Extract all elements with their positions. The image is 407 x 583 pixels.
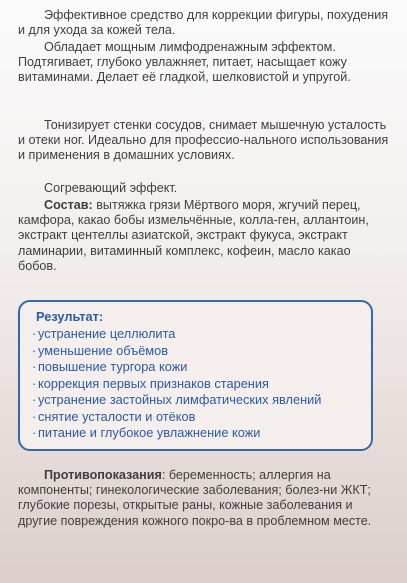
vessels-text: Тонизирует стенки сосудов, снимает мышечную усталость и отеки ног. Идеально для профессио-нального использования и применения в домашних условиях. <box>18 118 389 163</box>
result-item: · повышение тургора кожи <box>32 359 188 374</box>
result-title: Результат: <box>36 309 104 324</box>
intro-text: Эффективное средство для коррекции фигуры, похудения и для ухода за кожей тела. <box>18 8 389 38</box>
composition-paragraph <box>18 198 390 274</box>
warming-effect-paragraph <box>18 181 390 196</box>
contraindications-text: : беременность; аллергия на компоненты; гинекологические заболевания; болез-ни ЖКТ; глубокие порезы, открытые раны, кожные заболевания и другие повреждения кожного покро-ва в проблемном месте. <box>18 468 372 528</box>
lymph-drainage-paragraph <box>18 40 390 86</box>
result-item: · питание и глубокое увлажнение кожи <box>32 425 261 440</box>
result-list <box>32 326 321 442</box>
result-item: · устранение застойных лимфатических явлений <box>32 392 322 407</box>
intro-paragraph <box>18 8 390 38</box>
result-item: · уменьшение объёмов <box>32 342 169 358</box>
composition-label: Состав: <box>44 198 93 212</box>
warming-effect-text: Согревающий эффект. <box>44 181 178 195</box>
result-item: · снятие усталости и отёков <box>32 408 196 424</box>
contraindications-label: Противопоказания <box>44 468 162 482</box>
composition-text: вытяжка грязи Мёртвого моря, жгучий перец, камфора, какао бобы измельчённые, колла-ген, аллантоин, экстракт центеллы азиатской, экстракт фукуса, экстракт ламинарии, витаминный комплекс, кофеин, масло какао бобов. <box>18 198 369 273</box>
result-box <box>18 300 373 451</box>
vessels-paragraph <box>18 118 390 164</box>
contraindications-paragraph <box>18 468 390 529</box>
result-item: · устранение целлюлита <box>32 326 176 341</box>
result-item: · коррекция первых признаков старения <box>32 375 269 391</box>
lymph-drainage-text: Обладает мощным лимфодренажным эффектом. Подтягивает, глубоко увлажняет, питает, насыщает кожу витаминами. Делает её гладкой, шелковистой и упругой. <box>18 40 351 85</box>
